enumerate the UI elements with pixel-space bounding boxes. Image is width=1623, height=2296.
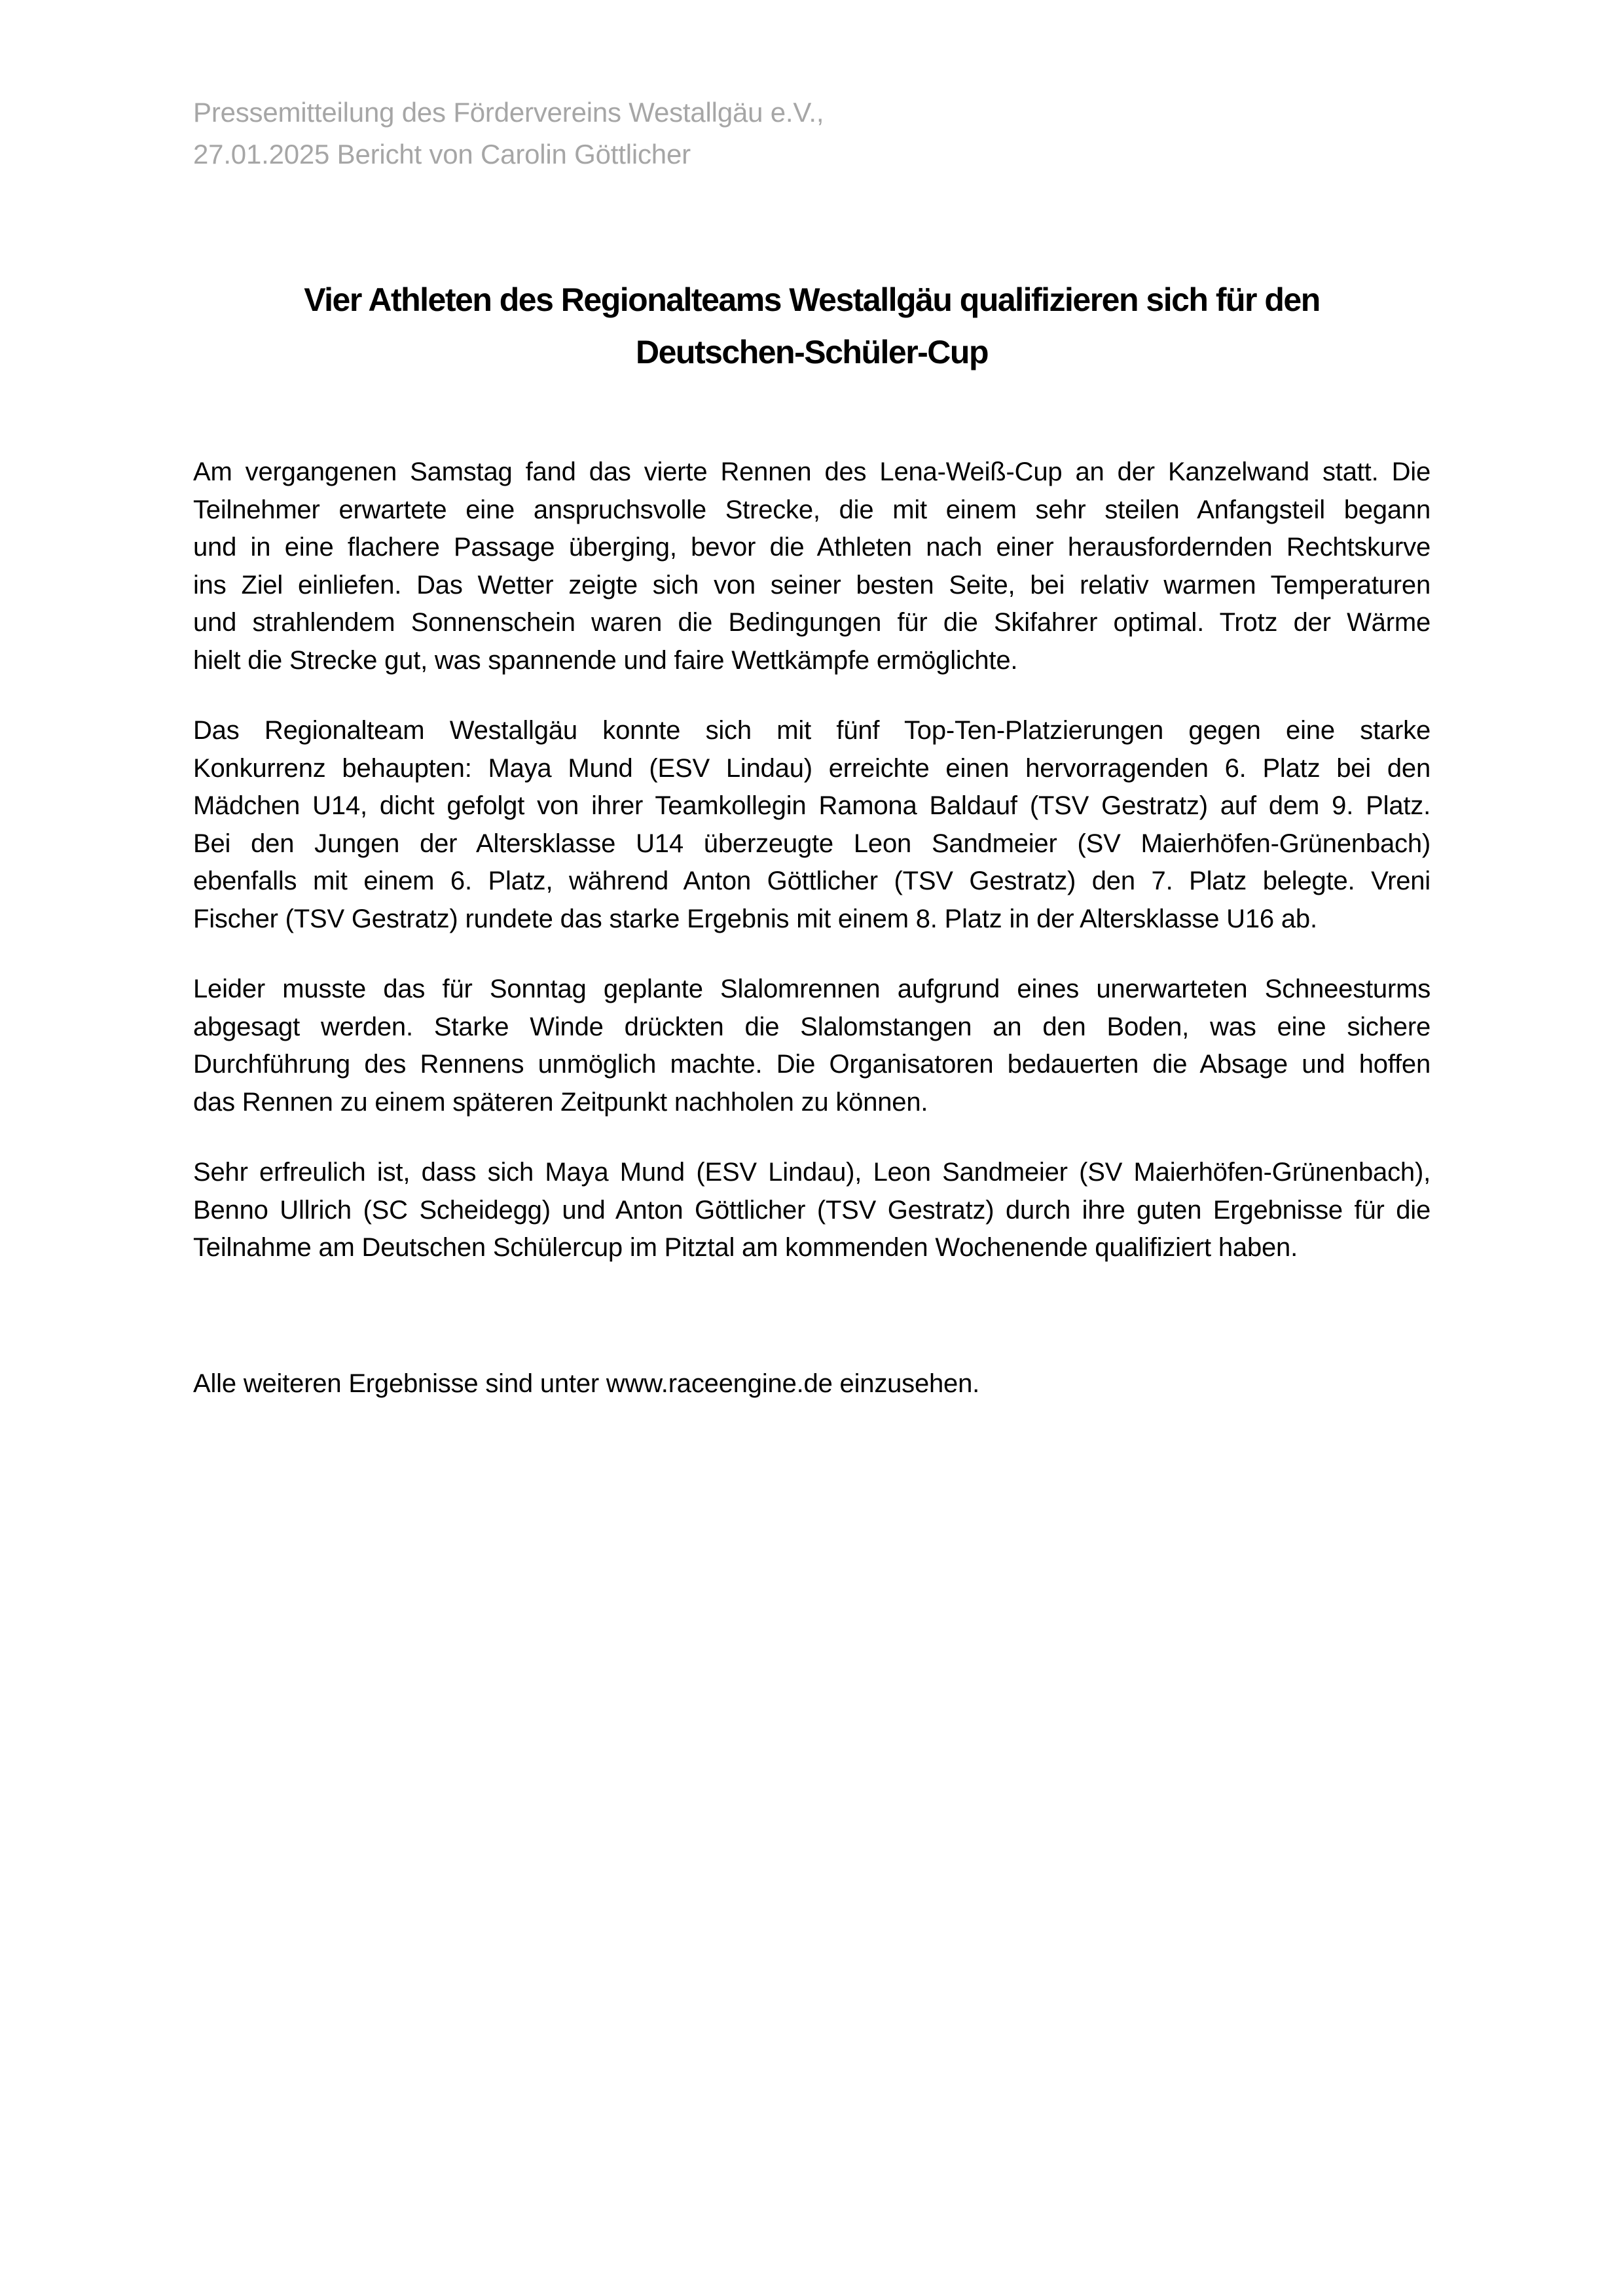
text-line: Fischer (TSV Gestratz) rundete das starke Ergebnis mit einem 8. Platz in der Altersklasse U16 ab. xyxy=(193,904,1317,933)
text-line: Das Regionalteam Westallgäu konnte sich mit fünf Top-Ten-Platzierungen gegen eine starke xyxy=(193,716,1431,745)
text-line: Deutschen-Schüler-Cup xyxy=(635,334,988,370)
paragraph-results xyxy=(193,712,1431,938)
text-line: Mädchen U14, dicht gefolgt von ihrer Teamkollegin Ramona Baldauf (TSV Gestratz) auf dem 9. Platz. xyxy=(193,791,1431,820)
text-line: hielt die Strecke gut, was spannende und faire Wettkämpfe ermöglichte. xyxy=(193,645,1018,675)
paragraph-slalom-cancellation xyxy=(193,971,1431,1121)
text-line: Am vergangenen Samstag fand das vierte Rennen des Lena-Weiß-Cup an der Kanzelwand statt. Die xyxy=(193,457,1431,486)
document-body xyxy=(193,454,1431,1267)
text-line: Leider musste das für Sonntag geplante Slalomrennen aufgrund eines unerwarteten Schneesturms xyxy=(193,975,1431,1003)
paragraph-race-report xyxy=(193,454,1431,679)
text-line: Vier Athleten des Regionalteams Westallgäu qualifizieren sich für den xyxy=(304,281,1320,318)
text-line: Konkurrenz behaupten: Maya Mund (ESV Lindau) erreichte einen hervorragenden 6. Platz bei den xyxy=(193,753,1431,783)
text-line: Teilnehmer erwartete eine anspruchsvolle Strecke, die mit einem sehr steilen Anfangsteil begann xyxy=(193,495,1431,524)
text-line: Teilnahme am Deutschen Schülercup im Pitztal am kommenden Wochenende qualifiziert haben. xyxy=(193,1233,1298,1262)
text-line: das Rennen zu einem späteren Zeitpunkt nachholen zu können. xyxy=(193,1087,928,1117)
text-line: und strahlendem Sonnenschein waren die Bedingungen für die Skifahrer optimal. Trotz der Wärme xyxy=(193,608,1431,637)
results-website-note: Alle weiteren Ergebnisse sind unter www.raceengine.de einzusehen. xyxy=(193,1369,980,1398)
document-title xyxy=(193,274,1431,378)
text-line: Benno Ullrich (SC Scheidegg) und Anton Göttlicher (TSV Gestratz) durch ihre guten Ergebnisse für die xyxy=(193,1195,1431,1225)
paragraph-qualification xyxy=(193,1154,1431,1267)
text-line: und in eine flachere Passage überging, bevor die Athleten nach einer herausfordernden Rechtskurve xyxy=(193,533,1431,562)
text-line: 27.01.2025 Bericht von Carolin Göttlicher xyxy=(193,139,691,170)
text-line: Bei den Jungen der Altersklasse U14 überzeugte Leon Sandmeier (SV Maierhöfen-Grünenbach) xyxy=(193,829,1431,858)
text-line: Sehr erfreulich ist, dass sich Maya Mund (ESV Lindau), Leon Sandmeier (SV Maierhöfen-Grünenbach), xyxy=(193,1158,1431,1187)
press-release-header xyxy=(193,92,1431,175)
text-line: ebenfalls mit einem 6. Platz, während Anton Göttlicher (TSV Gestratz) den 7. Platz belegte. Vreni xyxy=(193,867,1431,895)
text-line: ins Ziel einliefen. Das Wetter zeigte sich von seiner besten Seite, bei relativ warmen Temperaturen xyxy=(193,570,1431,600)
text-line: abgesagt werden. Starke Winde drückten die Slalomstangen an den Boden, was eine sichere xyxy=(193,1012,1431,1041)
text-line: Pressemitteilung des Fördervereins Westallgäu e.V., xyxy=(193,97,824,128)
text-line: Durchführung des Rennens unmöglich machte. Die Organisatoren bedauerten die Absage und hoffen xyxy=(193,1050,1431,1079)
